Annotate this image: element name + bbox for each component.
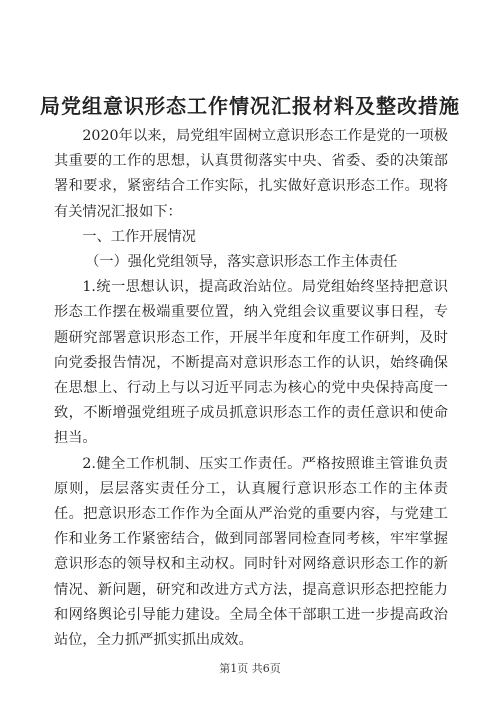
document-body <box>54 124 448 653</box>
subsection-heading: （一）强化党组领导，落实意识形态工作主体责任 <box>85 254 398 271</box>
section-heading: 一、工作开展情况 <box>82 228 196 245</box>
document-title: 局党组意识形态工作情况汇报材料及整改措施 <box>40 94 460 118</box>
page-footer: 第1页 共6页 <box>219 662 281 675</box>
body-paragraph: 2.健全工作机制、压实工作责任。严格按照谁主管谁负责原则，层层落实责任分工，认真履行意识形态工作的主体责任。把意识形态工作作为全面从严治党的重要内容，与党建工作和业务工作紧密结合，做到同部署同检查同考核，牢牢掌握意识形态的领导权和主动权。同时针对网络意识形态工作的新情况、新问题，研究和改进方式方法，提高意识形态把控能力和网络舆论引导能力建设。全局全体干部职工进一步提高政治站位，全力抓严抓实抓出成效。 <box>54 455 448 649</box>
body-paragraph: 1.统一思想认识，提高政治站位。局党组始终坚持把意识形态工作摆在极端重要位置，纳入党组会议重要议事日程，专题研究部署意识形态工作，开展半年度和年度工作研判，及时向党委报告情况，不断提高对意识形态工作的认识，始终确保在思想上、行动上与以习近平同志为核心的党中央保持高度一致，不断增强党组班子成员抓意识形态工作的责任意识和使命担当。 <box>54 279 448 447</box>
intro-paragraph: 2020年以来，局党组牢固树立意识形态工作是党的一项极其重要的工作的思想，认真贯彻落实中央、省委、委的决策部署和要求，紧密结合工作实际，扎实做好意识形态工作。现将有关情况汇报如下： <box>54 128 448 220</box>
